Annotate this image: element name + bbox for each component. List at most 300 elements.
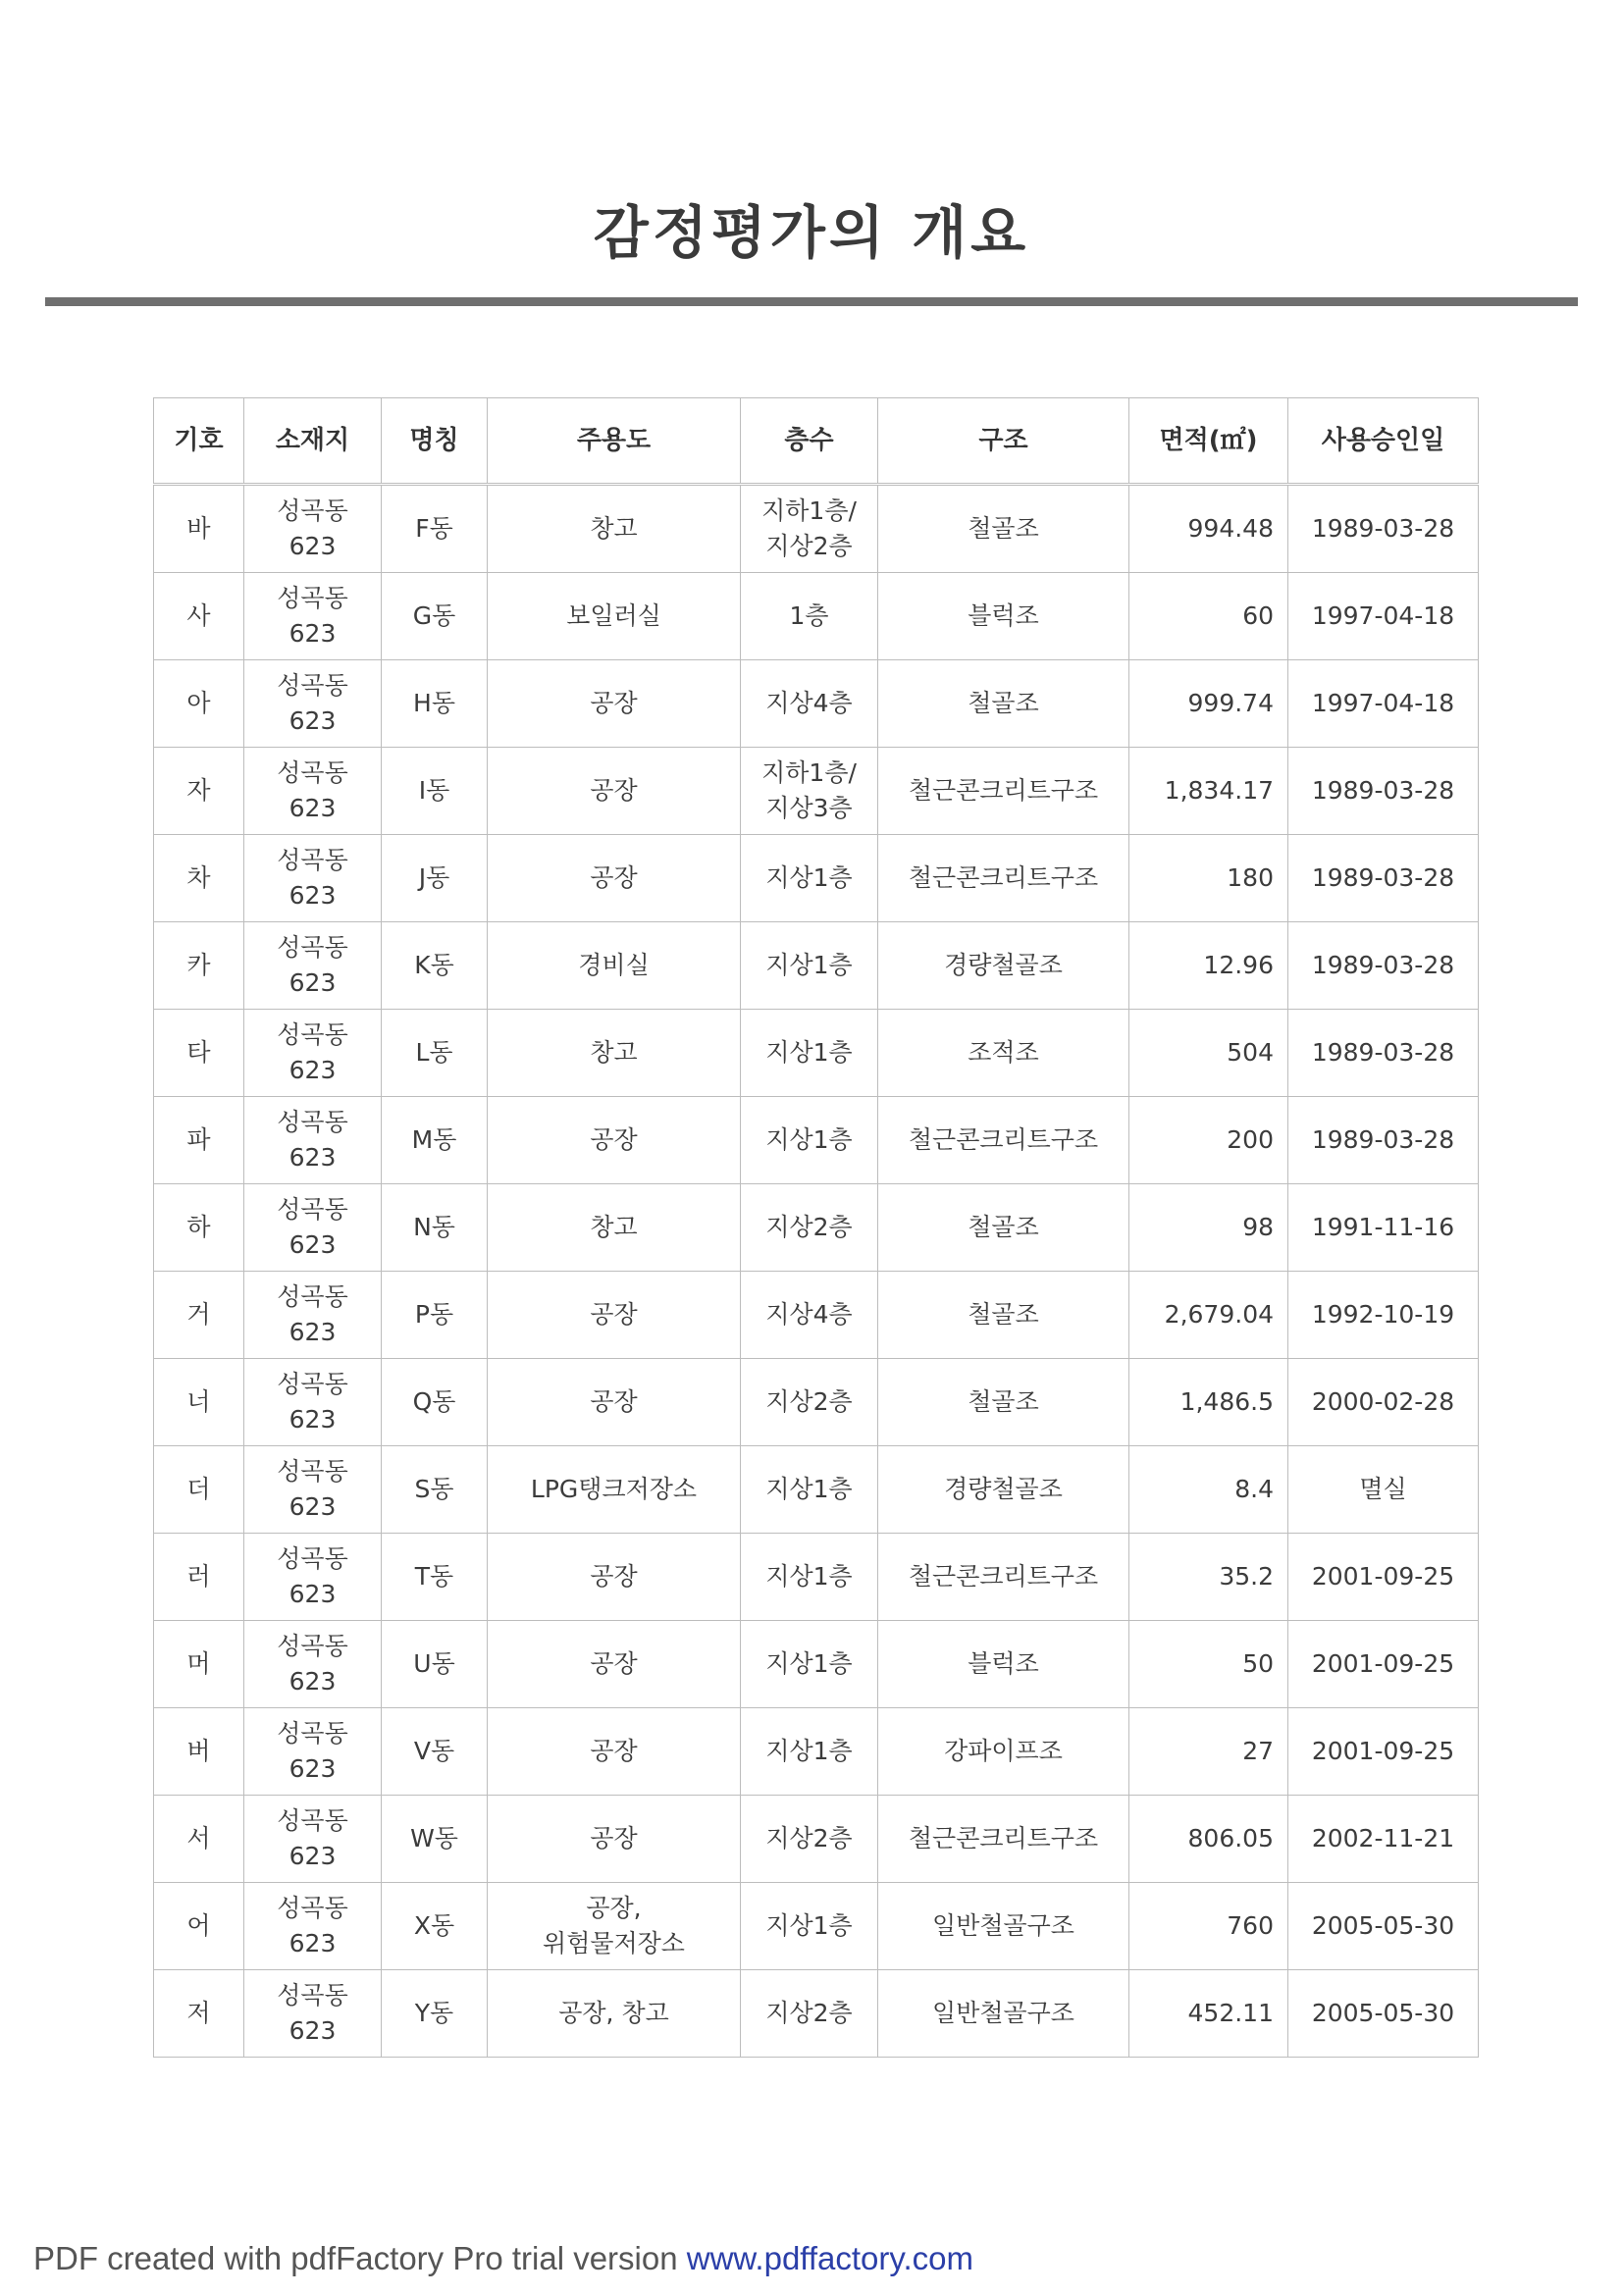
cell-location (244, 1534, 382, 1621)
cell-location-line: 성곡동 (277, 846, 348, 874)
cell-floors-line: 지상1층 (765, 1475, 853, 1503)
cell-approval-date-line: 멸실 (1359, 1475, 1407, 1503)
title-divider (45, 297, 1578, 306)
cell-floors-line: 지상2층 (765, 1824, 853, 1852)
cell-use (488, 835, 741, 922)
cell-floors-line: 지상4층 (765, 689, 853, 717)
cell-floors-line: 지하1층/ (761, 496, 857, 525)
cell-floors-line: 1층 (789, 601, 829, 630)
cell-code-line: 거 (186, 1300, 211, 1329)
cell-code-line: 어 (186, 1911, 211, 1940)
cell-name (382, 1883, 488, 1970)
cell-location-line: 성곡동 (277, 1370, 348, 1398)
cell-structure-line: 철골조 (968, 1300, 1039, 1329)
table-row (154, 1359, 1479, 1446)
header-name: 명칭 (382, 398, 488, 485)
cell-name-line: K동 (414, 951, 454, 979)
cell-approval-date (1288, 835, 1479, 922)
cell-code (154, 1184, 244, 1272)
cell-floors-line: 지상1층 (765, 1649, 853, 1678)
cell-structure (878, 1446, 1129, 1534)
cell-use-line: LPG탱크저장소 (530, 1475, 698, 1503)
table-row (154, 1010, 1479, 1097)
cell-use (488, 1010, 741, 1097)
cell-area-line: 27 (1242, 1737, 1274, 1765)
cell-name (382, 1534, 488, 1621)
cell-structure-line: 철근콘크리트구조 (908, 1125, 1099, 1154)
cell-location-line: 성곡동 (277, 1894, 348, 1922)
cell-name-line: S동 (414, 1475, 454, 1503)
cell-structure (878, 748, 1129, 835)
cell-structure (878, 922, 1129, 1010)
table-row (154, 660, 1479, 748)
cell-floors (741, 922, 878, 1010)
cell-structure-line: 경량철골조 (944, 1475, 1063, 1503)
cell-location-line: 623 (288, 968, 337, 997)
cell-use-line: 공장 (590, 863, 638, 892)
cell-approval-date (1288, 485, 1479, 573)
cell-location-line: 성곡동 (277, 1108, 348, 1136)
cell-use (488, 1359, 741, 1446)
cell-floors-line: 지상2층 (765, 1213, 853, 1241)
header-code: 기호 (154, 398, 244, 485)
cell-floors (741, 1010, 878, 1097)
cell-area (1129, 485, 1288, 573)
cell-approval-date (1288, 1097, 1479, 1184)
cell-floors-line: 지상1층 (765, 1737, 853, 1765)
cell-structure (878, 1184, 1129, 1272)
cell-name (382, 1359, 488, 1446)
cell-location-line: 성곡동 (277, 1544, 348, 1573)
cell-use (488, 1883, 741, 1970)
cell-location (244, 748, 382, 835)
cell-use (488, 573, 741, 660)
table-row (154, 1970, 1479, 2058)
table-body (154, 485, 1479, 2058)
cell-use-line: 공장, (586, 1894, 642, 1922)
footer-link[interactable]: www.pdffactory.com (686, 2240, 973, 2276)
cell-location (244, 1359, 382, 1446)
cell-code-line: 아 (186, 689, 211, 717)
cell-structure (878, 1883, 1129, 1970)
cell-area (1129, 1970, 1288, 2058)
table-row (154, 485, 1479, 573)
cell-approval-date-line: 1989-03-28 (1311, 514, 1455, 543)
cell-name-line: P동 (414, 1300, 454, 1329)
cell-location (244, 1272, 382, 1359)
cell-location-line: 623 (288, 1842, 337, 1870)
cell-code (154, 573, 244, 660)
cell-area (1129, 835, 1288, 922)
cell-area-line: 180 (1227, 863, 1274, 892)
cell-code-line: 차 (186, 863, 211, 892)
cell-approval-date (1288, 1184, 1479, 1272)
cell-floors (741, 573, 878, 660)
cell-area-line: 999.74 (1187, 689, 1274, 717)
cell-structure-line: 일반철골구조 (932, 1999, 1074, 2027)
cell-structure (878, 1708, 1129, 1796)
cell-code-line: 하 (186, 1213, 211, 1241)
cell-name (382, 1010, 488, 1097)
cell-area (1129, 1446, 1288, 1534)
cell-code-line: 너 (186, 1387, 211, 1416)
header-floors: 층수 (741, 398, 878, 485)
cell-code (154, 1534, 244, 1621)
cell-use-line: 공장 (590, 1562, 638, 1591)
cell-location (244, 1184, 382, 1272)
cell-approval-date (1288, 922, 1479, 1010)
cell-location (244, 1010, 382, 1097)
cell-code-line: 카 (186, 951, 211, 979)
cell-use (488, 485, 741, 573)
cell-floors (741, 660, 878, 748)
cell-structure (878, 1796, 1129, 1883)
cell-floors (741, 1970, 878, 2058)
cell-floors (741, 1184, 878, 1272)
cell-code-line: 사 (186, 601, 211, 630)
cell-use-line: 공장 (590, 1300, 638, 1329)
table-row (154, 1184, 1479, 1272)
cell-use (488, 1184, 741, 1272)
cell-floors-line: 지상1층 (765, 1125, 853, 1154)
cell-location-line: 623 (288, 1754, 337, 1783)
cell-name-line: J동 (418, 863, 450, 892)
cell-approval-date (1288, 1446, 1479, 1534)
cell-location-line: 성곡동 (277, 933, 348, 962)
cell-approval-date-line: 2002-11-21 (1311, 1824, 1455, 1852)
header-location: 소재지 (244, 398, 382, 485)
cell-location (244, 660, 382, 748)
cell-location (244, 1621, 382, 1708)
header-use: 주용도 (488, 398, 741, 485)
table-row (154, 922, 1479, 1010)
cell-approval-date-line: 1997-04-18 (1311, 689, 1455, 717)
cell-floors (741, 1621, 878, 1708)
cell-area-line: 760 (1227, 1911, 1274, 1940)
cell-area-line: 200 (1227, 1125, 1274, 1154)
cell-structure-line: 철골조 (968, 514, 1039, 543)
cell-location-line: 성곡동 (277, 758, 348, 787)
cell-floors-line: 지상1층 (765, 863, 853, 892)
cell-name-line: G동 (412, 601, 456, 630)
cell-floors-line: 지상1층 (765, 1911, 853, 1940)
cell-use (488, 660, 741, 748)
cell-name-line: Q동 (412, 1387, 456, 1416)
cell-area (1129, 1097, 1288, 1184)
cell-floors-line: 지상1층 (765, 1038, 853, 1067)
cell-location-line: 623 (288, 881, 337, 910)
cell-location (244, 485, 382, 573)
cell-use (488, 1796, 741, 1883)
cell-name (382, 1097, 488, 1184)
cell-approval-date-line: 1989-03-28 (1311, 1038, 1455, 1067)
cell-structure (878, 1534, 1129, 1621)
cell-area (1129, 922, 1288, 1010)
cell-use (488, 1097, 741, 1184)
cell-code (154, 1621, 244, 1708)
cell-code (154, 1010, 244, 1097)
cell-location-line: 623 (288, 619, 337, 648)
cell-code-line: 더 (186, 1475, 211, 1503)
cell-use (488, 748, 741, 835)
cell-structure (878, 1359, 1129, 1446)
cell-name (382, 1970, 488, 2058)
cell-area-line: 50 (1242, 1649, 1274, 1678)
header-approval-date: 사용승인일 (1288, 398, 1479, 485)
table-row (154, 1883, 1479, 1970)
cell-approval-date-line: 1989-03-28 (1311, 1125, 1455, 1154)
cell-code (154, 1708, 244, 1796)
cell-area-line: 12.96 (1203, 951, 1274, 979)
cell-approval-date (1288, 1970, 1479, 2058)
cell-location-line: 623 (288, 1143, 337, 1172)
cell-approval-date (1288, 573, 1479, 660)
cell-approval-date-line: 1989-03-28 (1311, 776, 1455, 805)
cell-location (244, 1097, 382, 1184)
cell-use (488, 1534, 741, 1621)
cell-floors-line: 지상4층 (765, 1300, 853, 1329)
cell-structure-line: 철근콘크리트구조 (908, 863, 1099, 892)
cell-name-line: U동 (413, 1649, 455, 1678)
cell-structure (878, 660, 1129, 748)
cell-location (244, 835, 382, 922)
cell-name-line: W동 (410, 1824, 458, 1852)
cell-name (382, 1272, 488, 1359)
cell-approval-date (1288, 748, 1479, 835)
cell-name-line: F동 (415, 514, 453, 543)
cell-location-line: 성곡동 (277, 671, 348, 700)
cell-code-line: 러 (186, 1562, 211, 1591)
cell-floors-line: 지상2층 (765, 1387, 853, 1416)
cell-structure-line: 철골조 (968, 1387, 1039, 1416)
cell-location-line: 성곡동 (277, 1020, 348, 1049)
cell-structure-line: 조적조 (968, 1038, 1039, 1067)
cell-structure-line: 일반철골구조 (932, 1911, 1074, 1940)
cell-approval-date (1288, 1883, 1479, 1970)
cell-code (154, 922, 244, 1010)
cell-location-line: 623 (288, 1230, 337, 1259)
cell-location-line: 성곡동 (277, 1719, 348, 1748)
cell-code (154, 1359, 244, 1446)
cell-use-line: 공장 (590, 1824, 638, 1852)
cell-area (1129, 1010, 1288, 1097)
cell-location (244, 1970, 382, 2058)
cell-name (382, 835, 488, 922)
cell-use-line: 공장 (590, 1649, 638, 1678)
cell-approval-date-line: 1989-03-28 (1311, 863, 1455, 892)
cell-name (382, 1708, 488, 1796)
cell-code (154, 1446, 244, 1534)
cell-area (1129, 748, 1288, 835)
cell-approval-date (1288, 1272, 1479, 1359)
cell-area (1129, 1359, 1288, 1446)
cell-approval-date-line: 1992-10-19 (1311, 1300, 1455, 1329)
cell-code (154, 1796, 244, 1883)
cell-floors-line: 지상2층 (765, 1999, 853, 2027)
cell-use (488, 1970, 741, 2058)
cell-approval-date-line: 2001-09-25 (1311, 1562, 1455, 1591)
table-row (154, 1097, 1479, 1184)
cell-structure (878, 835, 1129, 922)
cell-use (488, 1708, 741, 1796)
table-row (154, 1446, 1479, 1534)
cell-floors (741, 1446, 878, 1534)
cell-floors (741, 1708, 878, 1796)
cell-code (154, 1970, 244, 2058)
cell-approval-date (1288, 1010, 1479, 1097)
cell-location-line: 623 (288, 1929, 337, 1957)
cell-structure (878, 1272, 1129, 1359)
cell-area-line: 2,679.04 (1164, 1300, 1274, 1329)
cell-area-line: 994.48 (1187, 514, 1274, 543)
cell-floors (741, 748, 878, 835)
cell-code-line: 자 (186, 776, 211, 805)
cell-location (244, 1446, 382, 1534)
cell-name-line: T동 (414, 1562, 454, 1591)
cell-code-line: 버 (186, 1737, 211, 1765)
cell-floors (741, 1359, 878, 1446)
cell-use-line: 공장 (590, 1387, 638, 1416)
header-area: 면적(㎡) (1129, 398, 1288, 485)
cell-name (382, 1446, 488, 1534)
cell-use-line: 공장 (590, 1737, 638, 1765)
cell-location (244, 922, 382, 1010)
cell-code (154, 660, 244, 748)
table-row (154, 1796, 1479, 1883)
cell-area (1129, 1621, 1288, 1708)
cell-name (382, 660, 488, 748)
cell-floors (741, 485, 878, 573)
cell-code (154, 1272, 244, 1359)
cell-area-line: 806.05 (1187, 1824, 1274, 1852)
cell-structure-line: 철근콘크리트구조 (908, 776, 1099, 805)
cell-approval-date-line: 2005-05-30 (1311, 1999, 1455, 2027)
cell-location-line: 성곡동 (277, 1981, 348, 2009)
cell-structure (878, 1621, 1129, 1708)
cell-location-line: 623 (288, 1405, 337, 1434)
cell-floors (741, 1272, 878, 1359)
cell-location-line: 623 (288, 532, 337, 560)
cell-location-line: 성곡동 (277, 1457, 348, 1486)
cell-approval-date-line: 1989-03-28 (1311, 951, 1455, 979)
cell-name (382, 922, 488, 1010)
cell-name-line: M동 (411, 1125, 457, 1154)
cell-area-line: 35.2 (1219, 1562, 1274, 1591)
cell-structure (878, 573, 1129, 660)
header-structure: 구조 (878, 398, 1129, 485)
cell-approval-date-line: 1991-11-16 (1311, 1213, 1455, 1241)
cell-code (154, 485, 244, 573)
cell-code-line: 타 (186, 1038, 211, 1067)
cell-name (382, 573, 488, 660)
cell-use-line: 위험물저장소 (543, 1929, 685, 1957)
cell-use-line: 공장 (590, 776, 638, 805)
cell-location-line: 성곡동 (277, 1806, 348, 1835)
table-row (154, 1534, 1479, 1621)
cell-floors (741, 1097, 878, 1184)
cell-use-line: 공장 (590, 1125, 638, 1154)
cell-code-line: 저 (186, 1999, 211, 2027)
table-row (154, 1708, 1479, 1796)
cell-code-line: 머 (186, 1649, 211, 1678)
cell-location-line: 성곡동 (277, 496, 348, 525)
cell-area (1129, 1883, 1288, 1970)
cell-area-line: 1,486.5 (1179, 1387, 1274, 1416)
cell-use-line: 경비실 (578, 951, 650, 979)
cell-location-line: 성곡동 (277, 1195, 348, 1224)
cell-structure-line: 철근콘크리트구조 (908, 1562, 1099, 1591)
cell-location (244, 1708, 382, 1796)
cell-code-line: 파 (186, 1125, 211, 1154)
cell-structure (878, 1097, 1129, 1184)
cell-approval-date (1288, 660, 1479, 748)
cell-name-line: L동 (415, 1038, 453, 1067)
cell-use-line: 창고 (590, 1038, 638, 1067)
cell-floors (741, 835, 878, 922)
cell-name-line: H동 (413, 689, 455, 717)
cell-location-line: 623 (288, 794, 337, 822)
cell-area (1129, 1796, 1288, 1883)
cell-use-line: 창고 (590, 514, 638, 543)
cell-structure-line: 철골조 (968, 1213, 1039, 1241)
cell-floors-line: 지상1층 (765, 951, 853, 979)
page-title: 감정평가의 개요 (593, 199, 1030, 266)
cell-area (1129, 1184, 1288, 1272)
cell-area-line: 1,834.17 (1164, 776, 1274, 805)
cell-approval-date-line: 1997-04-18 (1311, 601, 1455, 630)
cell-approval-date-line: 2000-02-28 (1311, 1387, 1455, 1416)
table-row (154, 1272, 1479, 1359)
cell-name-line: Y동 (414, 1999, 454, 2027)
table-header-row (154, 398, 1479, 485)
cell-area-line: 452.11 (1187, 1999, 1274, 2027)
appraisal-summary-table (153, 397, 1479, 2058)
cell-location-line: 623 (288, 2016, 337, 2045)
cell-approval-date (1288, 1359, 1479, 1446)
cell-use (488, 922, 741, 1010)
cell-location (244, 573, 382, 660)
cell-code-line: 바 (186, 514, 211, 543)
cell-floors-line: 지상2층 (765, 532, 853, 560)
cell-name (382, 485, 488, 573)
cell-use-line: 공장, 창고 (558, 1999, 669, 2027)
cell-floors (741, 1883, 878, 1970)
cell-approval-date (1288, 1534, 1479, 1621)
cell-code (154, 1883, 244, 1970)
cell-use-line: 공장 (590, 689, 638, 717)
cell-location-line: 623 (288, 1492, 337, 1521)
cell-location-line: 성곡동 (277, 1632, 348, 1660)
cell-approval-date (1288, 1796, 1479, 1883)
cell-floors-line: 지상1층 (765, 1562, 853, 1591)
cell-name (382, 1184, 488, 1272)
cell-code-line: 서 (186, 1824, 211, 1852)
cell-area (1129, 1708, 1288, 1796)
cell-approval-date-line: 2001-09-25 (1311, 1649, 1455, 1678)
cell-location-line: 성곡동 (277, 1282, 348, 1311)
table-row (154, 748, 1479, 835)
cell-structure-line: 철골조 (968, 689, 1039, 717)
cell-location-line: 623 (288, 706, 337, 735)
cell-floors (741, 1796, 878, 1883)
cell-area-line: 60 (1242, 601, 1274, 630)
cell-location-line: 623 (288, 1667, 337, 1696)
cell-structure-line: 경량철골조 (944, 951, 1063, 979)
cell-use-line: 보일러실 (566, 601, 661, 630)
cell-area (1129, 573, 1288, 660)
cell-floors-line: 지하1층/ (761, 758, 857, 787)
cell-floors (741, 1534, 878, 1621)
